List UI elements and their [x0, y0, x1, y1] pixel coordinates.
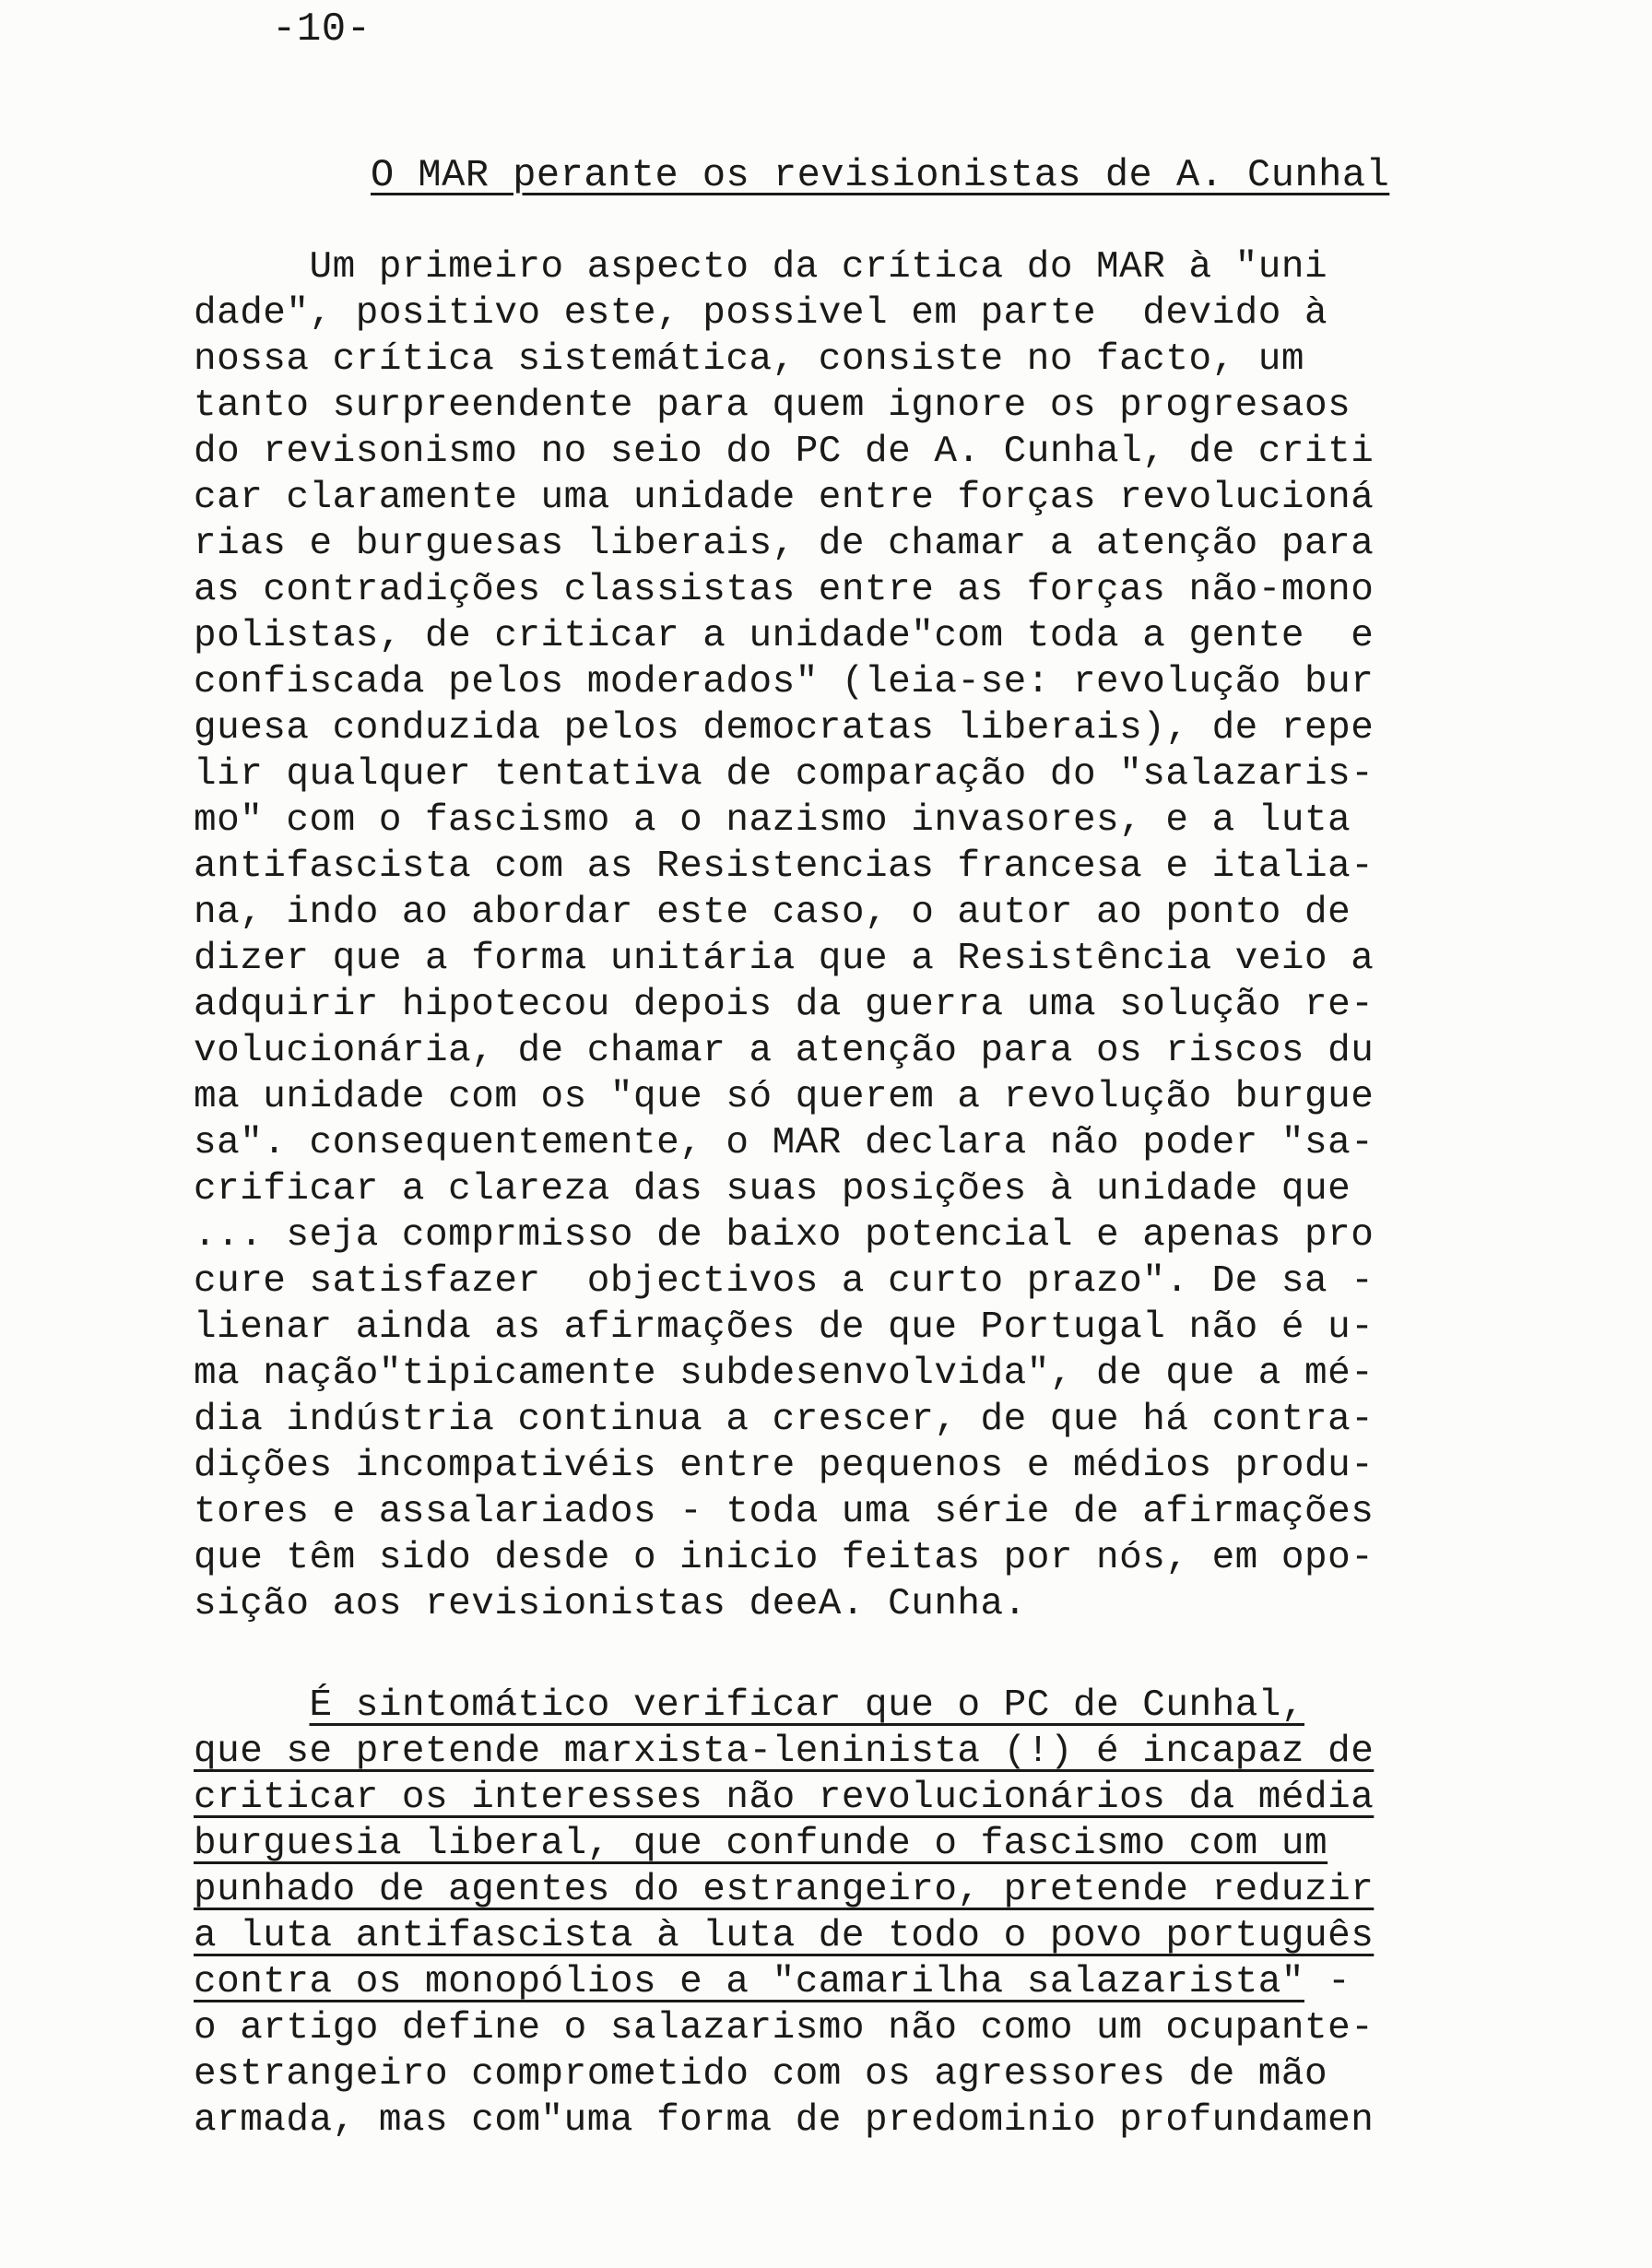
text-line: dade", positivo este, possivel em parte devido à: [194, 292, 1328, 335]
text-line: polistas, de criticar a unidade"com toda a gente e: [194, 615, 1375, 657]
text-line-underlined: [194, 1821, 1374, 1867]
text-line: sa". consequentemente, o MAR declara não poder "sa-: [194, 1122, 1375, 1164]
underlined-text: É sintomático verificar que o PC de Cunhal,: [309, 1684, 1305, 1727]
paragraph-1: [194, 244, 1374, 1627]
text-line: lienar ainda as afirmações de que Portugal não é u-: [194, 1306, 1375, 1349]
text-line-underlined: [194, 1683, 1374, 1729]
text-line: cure satisfazer objectivos a curto prazo". De sa -: [194, 1260, 1375, 1303]
text-line: volucionária, de chamar a atenção para os riscos du: [194, 1030, 1375, 1072]
line-tail: -: [1304, 1961, 1351, 2003]
text-line: confiscada pelos moderados" (leia-se: revolução bur: [194, 661, 1375, 703]
text-line: tanto surpreendente para quem ignore os progresaos: [194, 384, 1351, 427]
text-line: dições incompativéis entre pequenos e médios produ-: [194, 1445, 1375, 1487]
underlined-text: que se pretende marxista-leninista (!) é incapaz de: [194, 1731, 1375, 1773]
paragraph-2: [194, 1683, 1374, 2144]
text-line: crificar a clareza das suas posições à unidade que: [194, 1168, 1351, 1211]
underlined-text: burguesia liberal, que confunde o fascismo com um: [194, 1823, 1328, 1865]
text-line: armada, mas com"uma forma de predominio profundamen: [194, 2099, 1375, 2142]
underlined-text: contra os monopólios e a "camarilha salazarista": [194, 1961, 1304, 2003]
text-line: que têm sido desde o inicio feitas por nós, em opo-: [194, 1537, 1375, 1579]
text-line-underlined: [194, 1913, 1374, 1959]
underlined-text: criticar os interesses não revolucionários da média: [194, 1777, 1375, 1819]
text-line: ma unidade com os "que só querem a revolução burgue: [194, 1076, 1375, 1118]
text-line: sição aos revisionistas deeA. Cunha.: [194, 1583, 1027, 1625]
text-line: dizer que a forma unitária que a Resistência veio a: [194, 938, 1375, 980]
text-line: guesa conduzida pelos democratas liberais), de repe: [194, 707, 1375, 750]
text-line: tores e assalariados - toda uma série de afirmações: [194, 1491, 1375, 1533]
text-line-underlined: [194, 1959, 1374, 2005]
text-line: nossa crítica sistemática, consiste no facto, um: [194, 338, 1304, 381]
section-title: O MAR perante os revisionistas de A. Cunhal: [371, 153, 1390, 197]
text-line: antifascista com as Resistencias francesa e italia-: [194, 845, 1375, 888]
text-line: rias e burguesas liberais, de chamar a atenção para: [194, 523, 1375, 565]
text-line: ... seja comprmisso de baixo potencial e apenas pro: [194, 1214, 1375, 1257]
text-line-underlined: [194, 1867, 1374, 1913]
text-line: mo" com o fascismo a o nazismo invasores, e a luta: [194, 799, 1351, 842]
text-line: ma nação"tipicamente subdesenvolvida", de que a mé-: [194, 1353, 1375, 1395]
text-line: as contradições classistas entre as forças não-mono: [194, 569, 1375, 611]
text-line: o artigo define o salazarismo não como um ocupante-: [194, 2007, 1375, 2049]
text-line-underlined: [194, 1775, 1374, 1821]
page-number: -10-: [272, 6, 372, 53]
text-line: do revisonismo no seio do PC de A. Cunhal, de criti: [194, 431, 1375, 473]
text-line: dia indústria continua a crescer, de que há contra-: [194, 1399, 1375, 1441]
underlined-text: punhado de agentes do estrangeiro, pretende reduzir: [194, 1869, 1375, 1911]
text-line: estrangeiro comprometido com os agressores de mão: [194, 2053, 1328, 2096]
text-line: lir qualquer tentativa de comparação do "salazaris-: [194, 753, 1375, 796]
text-line: car claramente uma unidade entre forças revolucioná: [194, 477, 1375, 519]
text-line: adquirir hipotecou depois da guerra uma solução re-: [194, 984, 1375, 1026]
text-line: Um primeiro aspecto da crítica do MAR à "uni: [194, 246, 1328, 289]
text-line: na, indo ao abordar este caso, o autor ao ponto de: [194, 892, 1351, 934]
underlined-text: a luta antifascista à luta de todo o povo português: [194, 1915, 1375, 1957]
text-line-underlined: [194, 1729, 1374, 1775]
